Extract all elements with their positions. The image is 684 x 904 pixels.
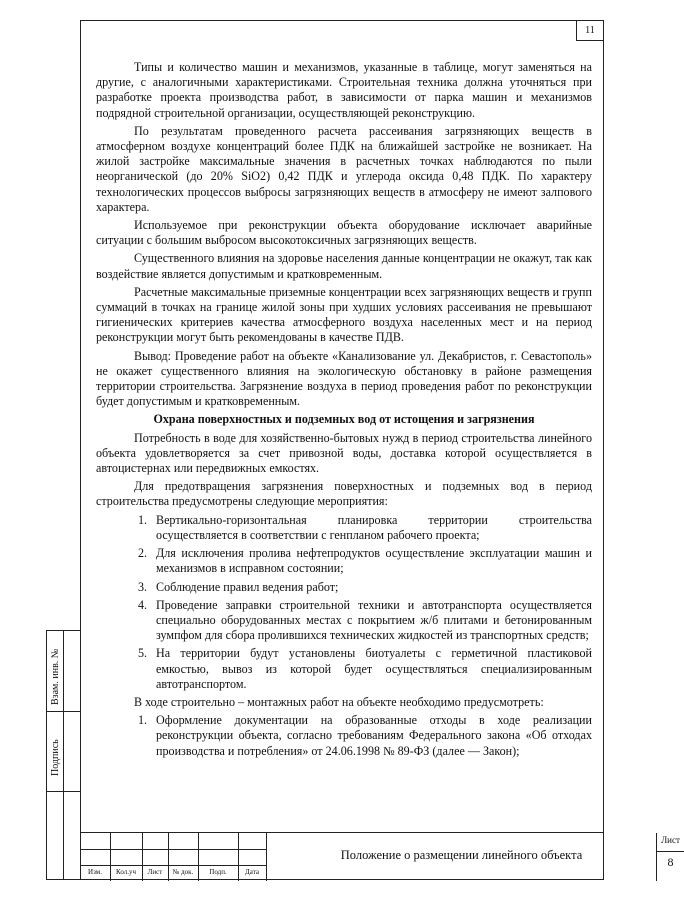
header-signature: Подп. <box>209 868 227 876</box>
list-item <box>96 580 592 595</box>
list-text: Соблюдение правил ведения работ; <box>156 579 339 594</box>
measures-list <box>96 513 592 692</box>
paragraph: Типы и количество машин и механизмов, указанные в таблице, могут заменяться на другие, с аналогичными характеристиками. Строительная техника должна уточняться при разработке проекта производства работ, в зависимости от парка машин и механизмов подрядной строительной организации, осуществляющей реконструкцию. <box>96 60 592 120</box>
sheet-cell <box>656 833 684 881</box>
list-text: Оформление документации на образованные отходы в ходе реализации реконструкции объекта, согласно требованиям Федерального закона «Об отходах производства и потребления» от 24.06.1998 № 89-ФЗ (далее — Закон); <box>156 713 592 758</box>
paragraph: Существенного влияния на здоровье населения данные концентрации не окажут, так как воздействие является допустимым и кратковременным. <box>96 251 592 281</box>
header-date: Дата <box>245 868 259 876</box>
list-number: 4. <box>138 597 148 612</box>
header-list: Лист <box>147 868 163 876</box>
divider <box>47 791 81 792</box>
paragraph: В ходе строительно – монтажных работ на объекте необходимо предусмотреть: <box>134 694 544 709</box>
paragraph: Вывод: Проведение работ на объекте «Канализование ул. Декабристов, г. Севастополь» не окажет существенного влияния на экологическую обстановку в районе размещения территории строительства. Загрязнение воздуха в период проведения работ по реконструкции будет допустимым и кратковременным. <box>96 348 592 409</box>
signature-label: Подпись <box>50 739 61 776</box>
list-item <box>96 513 592 543</box>
list-text: Вертикально-горизонтальная планировка территории строительства осуществляется в соответствии с генпланом рабочего проекта; <box>156 512 592 542</box>
header-izm: Изм. <box>88 868 102 876</box>
list-number: 1. <box>138 713 148 728</box>
document-body <box>96 60 592 762</box>
header-kol-uch: Кол.уч <box>116 868 136 876</box>
list-number: 3. <box>138 579 148 594</box>
section-heading: Охрана поверхностных и подземных вод от истощения и загрязнения <box>153 412 535 427</box>
list-item <box>96 598 592 644</box>
list-item <box>96 546 592 576</box>
header-doc-num: № док. <box>172 868 194 876</box>
list-item <box>96 646 592 692</box>
paragraph: Потребность в воде для хозяйственно-бытовых нужд в период строительства линейного объекта удовлетворяется за счет привозной воды, доставка которой осуществляется в автоцистернах или передвижных емкостях. <box>96 430 592 476</box>
revision-grid <box>80 833 266 881</box>
divider <box>63 631 64 879</box>
list-text: На территории будут установлены биотуалеты с герметичной пластиковой емкостью, вывоз из которой будет осуществляться специализированным автотранспортом. <box>156 646 592 691</box>
paragraph: Используемое при реконструкции объекта оборудование исключает аварийные ситуации с большим выбросом высокотоксичных загрязняющих веществ. <box>96 218 592 248</box>
vzam-inv-label: Взам. инв. № <box>50 648 61 705</box>
list-number: 1. <box>138 512 148 527</box>
list-text: Для исключения пролива нефтепродуктов осуществление эксплуатации машин и механизмов в исправном состоянии; <box>156 546 592 576</box>
sheet-number: 8 <box>667 855 674 869</box>
list-item <box>96 713 592 759</box>
paragraph: По результатам проведенного расчета рассеивания загрязняющих веществ в атмосферном воздухе концентраций более ПДК на ближайшей застройке не возникает. На жилой застройке максимальные значения в расчетных точках наблюдаются по пыли неорганической (до 20% SiO2) 0,42 ПДК и углерода оксида 0,48 ПДК. По характеру технологических процессов выбросы загрязняющих веществ в атмосферу не имеют залпового характера. <box>96 123 592 214</box>
paragraph: Расчетные максимальные приземные концентрации всех загрязняющих веществ и групп суммаций в точках на границе жилой зоны при худших условиях рассеивания не превышают гигиенических критериев качества атмосферного воздуха населенных мест и на период реконструкции могут быть рекомендованы в качестве ПДВ. <box>96 284 592 345</box>
list-number: 2. <box>138 546 148 561</box>
revision-headers <box>80 865 266 881</box>
list-text: Проведение заправки строительной техники и автотранспорта осуществляется специально оборудованных местах с покрытием ж/б плитами и бетонированным зумпфом для сбора пролившихся технических жидкостей из транспортных средств; <box>156 597 592 643</box>
title-block <box>80 832 680 880</box>
divider <box>47 711 81 712</box>
divider <box>657 851 684 852</box>
list-number: 5. <box>138 646 148 661</box>
paragraph: Для предотвращения загрязнения поверхностных и подземных вод в период строительства предусмотрены следующие мероприятия: <box>96 479 592 509</box>
document-title: Положение о размещении линейного объекта <box>266 833 656 881</box>
top-page-number: 11 <box>576 21 603 41</box>
sheet-label: Лист <box>661 835 680 845</box>
provisions-list <box>96 713 592 759</box>
side-stamp-column <box>46 630 80 880</box>
